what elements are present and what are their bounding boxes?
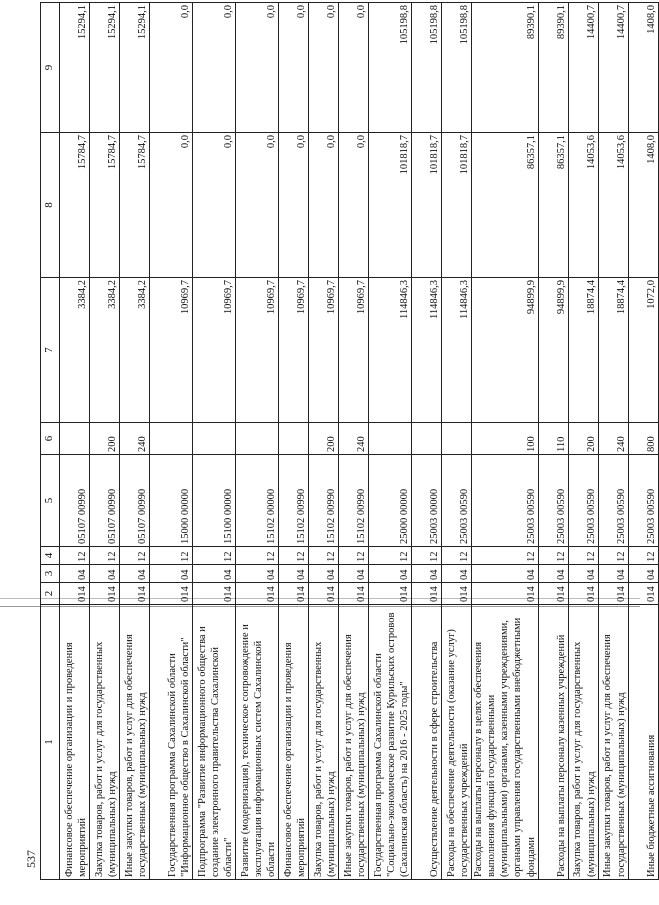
row-value-cell: 101818,7 [442, 133, 472, 278]
row-value-cell: 12 [568, 547, 598, 565]
row-value-cell: 15784,7 [60, 133, 90, 278]
row-value-cell [193, 423, 236, 455]
table-row [150, 3, 193, 880]
row-value-cell: 014 [598, 583, 628, 605]
row-value-cell: 89390,1 [538, 3, 568, 133]
row-value-cell: 94899,9 [538, 278, 568, 423]
row-value-cell: 0,0 [309, 3, 339, 133]
row-value-cell: 0,0 [339, 133, 369, 278]
row-value-cell: 12 [120, 547, 150, 565]
row-name-cell: Иные закупки товаров, работ и услуг для обеспечения государственных (муниципальных) нужд [598, 605, 628, 880]
row-name-cell: Финансовое обеспечение организации и проведения мероприятий [60, 605, 90, 880]
row-value-cell: 12 [309, 547, 339, 565]
row-value-cell: 04 [472, 565, 539, 583]
row-value-cell: 04 [442, 565, 472, 583]
row-value-cell: 15102 00990 [339, 455, 369, 547]
row-value-cell: 105198,8 [369, 3, 412, 133]
row-value-cell: 3384,2 [120, 278, 150, 423]
row-value-cell: 04 [538, 565, 568, 583]
row-value-cell: 105198,8 [412, 3, 442, 133]
row-value-cell: 014 [279, 583, 309, 605]
row-value-cell: 15102 00000 [236, 455, 279, 547]
table-row [60, 3, 90, 880]
row-value-cell: 014 [538, 583, 568, 605]
row-value-cell [442, 423, 472, 455]
row-value-cell: 0,0 [309, 133, 339, 278]
row-value-cell: 014 [60, 583, 90, 605]
row-value-cell: 114846,3 [442, 278, 472, 423]
row-value-cell: 10969,7 [193, 278, 236, 423]
row-value-cell: 25003 00000 [412, 455, 442, 547]
row-value-cell: 94899,9 [472, 278, 539, 423]
table-row [236, 3, 279, 880]
rotated-page-content [24, 3, 657, 880]
row-value-cell: 04 [568, 565, 598, 583]
page-number: 537 [24, 850, 38, 868]
row-value-cell: 86357,1 [538, 133, 568, 278]
table-row [120, 3, 150, 880]
row-value-cell: 15000 00000 [150, 455, 193, 547]
row-value-cell: 240 [120, 423, 150, 455]
row-value-cell: 04 [193, 565, 236, 583]
row-value-cell: 1408,0 [628, 3, 658, 133]
row-value-cell: 101818,7 [412, 133, 442, 278]
row-value-cell: 04 [339, 565, 369, 583]
row-value-cell: 800 [628, 423, 658, 455]
row-value-cell: 014 [193, 583, 236, 605]
row-value-cell: 0,0 [279, 133, 309, 278]
row-value-cell: 114846,3 [369, 278, 412, 423]
row-value-cell: 18874,4 [568, 278, 598, 423]
row-name-cell: Иные бюджетные ассигнования [628, 605, 658, 880]
row-value-cell: 15294,1 [60, 3, 90, 133]
row-value-cell: 3384,2 [90, 278, 120, 423]
row-value-cell: 200 [309, 423, 339, 455]
row-value-cell: 14053,6 [598, 133, 628, 278]
row-value-cell: 15100 00000 [193, 455, 236, 547]
row-value-cell: 014 [442, 583, 472, 605]
table-row [309, 3, 339, 880]
row-value-cell: 14400,7 [568, 3, 598, 133]
row-value-cell: 014 [90, 583, 120, 605]
row-value-cell: 0,0 [236, 3, 279, 133]
table-row [412, 3, 442, 880]
row-value-cell: 0,0 [150, 3, 193, 133]
row-value-cell: 10969,7 [150, 278, 193, 423]
table-row [369, 3, 412, 880]
column-header: 5 [41, 455, 60, 547]
row-value-cell: 014 [236, 583, 279, 605]
row-value-cell: 04 [412, 565, 442, 583]
row-value-cell: 105198,8 [442, 3, 472, 133]
row-value-cell: 04 [90, 565, 120, 583]
row-value-cell: 12 [442, 547, 472, 565]
row-value-cell: 15102 00990 [309, 455, 339, 547]
row-value-cell [369, 423, 412, 455]
row-name-cell: Закупка товаров, работ и услуг для государственных (муниципальных) нужд [90, 605, 120, 880]
row-value-cell: 25003 00590 [598, 455, 628, 547]
row-value-cell [279, 423, 309, 455]
column-header: 9 [41, 3, 60, 133]
row-value-cell: 05107 00990 [90, 455, 120, 547]
row-value-cell [150, 423, 193, 455]
row-value-cell [412, 423, 442, 455]
row-name-cell: Иные закупки товаров, работ и услуг для обеспечения государственных (муниципальных) нужд [339, 605, 369, 880]
row-value-cell: 25003 00590 [538, 455, 568, 547]
row-value-cell: 89390,1 [472, 3, 539, 133]
row-value-cell: 114846,3 [412, 278, 442, 423]
row-value-cell: 12 [538, 547, 568, 565]
column-header: 7 [41, 278, 60, 423]
row-name-cell: Развитие (модернизация), техническое сопровождение и эксплуатация информационных систем Сахалинской области [236, 605, 279, 880]
row-value-cell: 014 [628, 583, 658, 605]
row-value-cell: 25000 00000 [369, 455, 412, 547]
row-value-cell: 014 [150, 583, 193, 605]
row-name-cell: Закупка товаров, работ и услуг для государственных (муниципальных) нужд [568, 605, 598, 880]
row-value-cell: 04 [236, 565, 279, 583]
row-name-cell: Расходы на выплаты персоналу казенных учреждений [538, 605, 568, 880]
column-header: 1 [41, 605, 60, 880]
row-value-cell: 0,0 [279, 3, 309, 133]
row-value-cell: 15294,1 [90, 3, 120, 133]
row-value-cell: 12 [628, 547, 658, 565]
row-value-cell: 014 [339, 583, 369, 605]
row-value-cell: 12 [193, 547, 236, 565]
row-value-cell: 3384,2 [60, 278, 90, 423]
row-value-cell: 04 [598, 565, 628, 583]
row-value-cell: 05107 00990 [120, 455, 150, 547]
row-value-cell: 14053,6 [568, 133, 598, 278]
table-row [538, 3, 568, 880]
row-value-cell: 15784,7 [120, 133, 150, 278]
row-value-cell: 0,0 [193, 3, 236, 133]
row-value-cell: 12 [279, 547, 309, 565]
table-row [568, 3, 598, 880]
row-name-cell: Расходы на обеспечение деятельности (оказание услуг) государственных учреждений [442, 605, 472, 880]
row-name-cell: Подпрограмма "Развитие информационного общества и создание электронного правительства Сахалинской области" [193, 605, 236, 880]
row-value-cell: 200 [568, 423, 598, 455]
table-row [90, 3, 120, 880]
row-value-cell: 25003 00590 [628, 455, 658, 547]
budget-table [40, 2, 659, 880]
table-header-row [41, 3, 60, 880]
row-value-cell: 12 [598, 547, 628, 565]
column-header: 4 [41, 547, 60, 565]
column-header: 3 [41, 565, 60, 583]
row-value-cell: 10969,7 [279, 278, 309, 423]
table-row [279, 3, 309, 880]
row-value-cell [60, 423, 90, 455]
column-header: 2 [41, 583, 60, 605]
row-value-cell: 12 [90, 547, 120, 565]
row-value-cell: 0,0 [193, 133, 236, 278]
row-value-cell: 25003 00590 [568, 455, 598, 547]
column-header: 6 [41, 423, 60, 455]
row-value-cell: 10969,7 [236, 278, 279, 423]
row-value-cell: 1072,0 [628, 278, 658, 423]
row-value-cell: 014 [472, 583, 539, 605]
table-row [442, 3, 472, 880]
row-value-cell: 12 [472, 547, 539, 565]
row-value-cell: 14400,7 [598, 3, 628, 133]
row-name-cell: Финансовое обеспечение организации и проведения мероприятий [279, 605, 309, 880]
row-value-cell: 110 [538, 423, 568, 455]
row-value-cell: 04 [150, 565, 193, 583]
row-value-cell: 15102 00990 [279, 455, 309, 547]
row-name-cell: Расходы на выплаты персоналу в целях обеспечения выполнения функций государственными (муниципальными) органами, казенными учреждениями, органами управления государственными внебюджетными фондами [472, 605, 539, 880]
table-row [339, 3, 369, 880]
row-value-cell: 200 [90, 423, 120, 455]
row-value-cell: 04 [279, 565, 309, 583]
row-value-cell: 18874,4 [598, 278, 628, 423]
row-value-cell: 014 [568, 583, 598, 605]
row-value-cell [236, 423, 279, 455]
row-value-cell: 10969,7 [309, 278, 339, 423]
table-row [193, 3, 236, 880]
row-value-cell: 86357,1 [472, 133, 539, 278]
row-name-cell: Государственная программа Сахалинской области "Информационное общество в Сахалинской области" [150, 605, 193, 880]
row-value-cell: 1408,0 [628, 133, 658, 278]
table-row [628, 3, 658, 880]
row-value-cell: 014 [369, 583, 412, 605]
row-value-cell: 25003 00590 [472, 455, 539, 547]
row-value-cell: 014 [412, 583, 442, 605]
row-value-cell: 25003 00590 [442, 455, 472, 547]
row-value-cell: 0,0 [236, 133, 279, 278]
row-value-cell: 101818,7 [369, 133, 412, 278]
row-value-cell: 100 [472, 423, 539, 455]
row-value-cell: 12 [412, 547, 442, 565]
row-value-cell: 12 [60, 547, 90, 565]
row-value-cell: 15294,1 [120, 3, 150, 133]
table-row [472, 3, 539, 880]
row-value-cell: 240 [339, 423, 369, 455]
row-value-cell: 04 [60, 565, 90, 583]
row-name-cell: Закупка товаров, работ и услуг для государственных (муниципальных) нужд [309, 605, 339, 880]
row-value-cell: 0,0 [150, 133, 193, 278]
table-row [598, 3, 628, 880]
row-value-cell: 014 [309, 583, 339, 605]
row-name-cell: Осуществление деятельности в сфере строительства [412, 605, 442, 880]
row-name-cell: Иные закупки товаров, работ и услуг для обеспечения государственных (муниципальных) нужд [120, 605, 150, 880]
row-value-cell: 12 [369, 547, 412, 565]
row-value-cell: 04 [309, 565, 339, 583]
row-value-cell: 05107 00990 [60, 455, 90, 547]
row-value-cell: 0,0 [339, 3, 369, 133]
row-value-cell: 12 [236, 547, 279, 565]
row-value-cell: 014 [120, 583, 150, 605]
row-value-cell: 15784,7 [90, 133, 120, 278]
row-value-cell: 12 [339, 547, 369, 565]
row-value-cell: 240 [598, 423, 628, 455]
row-value-cell: 04 [120, 565, 150, 583]
row-name-cell: Государственная программа Сахалинской области "Социально-экономическое развитие Курильских островов (Сахалинская область) на 2016 - 2025 годы" [369, 605, 412, 880]
row-value-cell: 04 [628, 565, 658, 583]
row-value-cell: 04 [369, 565, 412, 583]
row-value-cell: 12 [150, 547, 193, 565]
column-header: 8 [41, 133, 60, 278]
row-value-cell: 10969,7 [339, 278, 369, 423]
